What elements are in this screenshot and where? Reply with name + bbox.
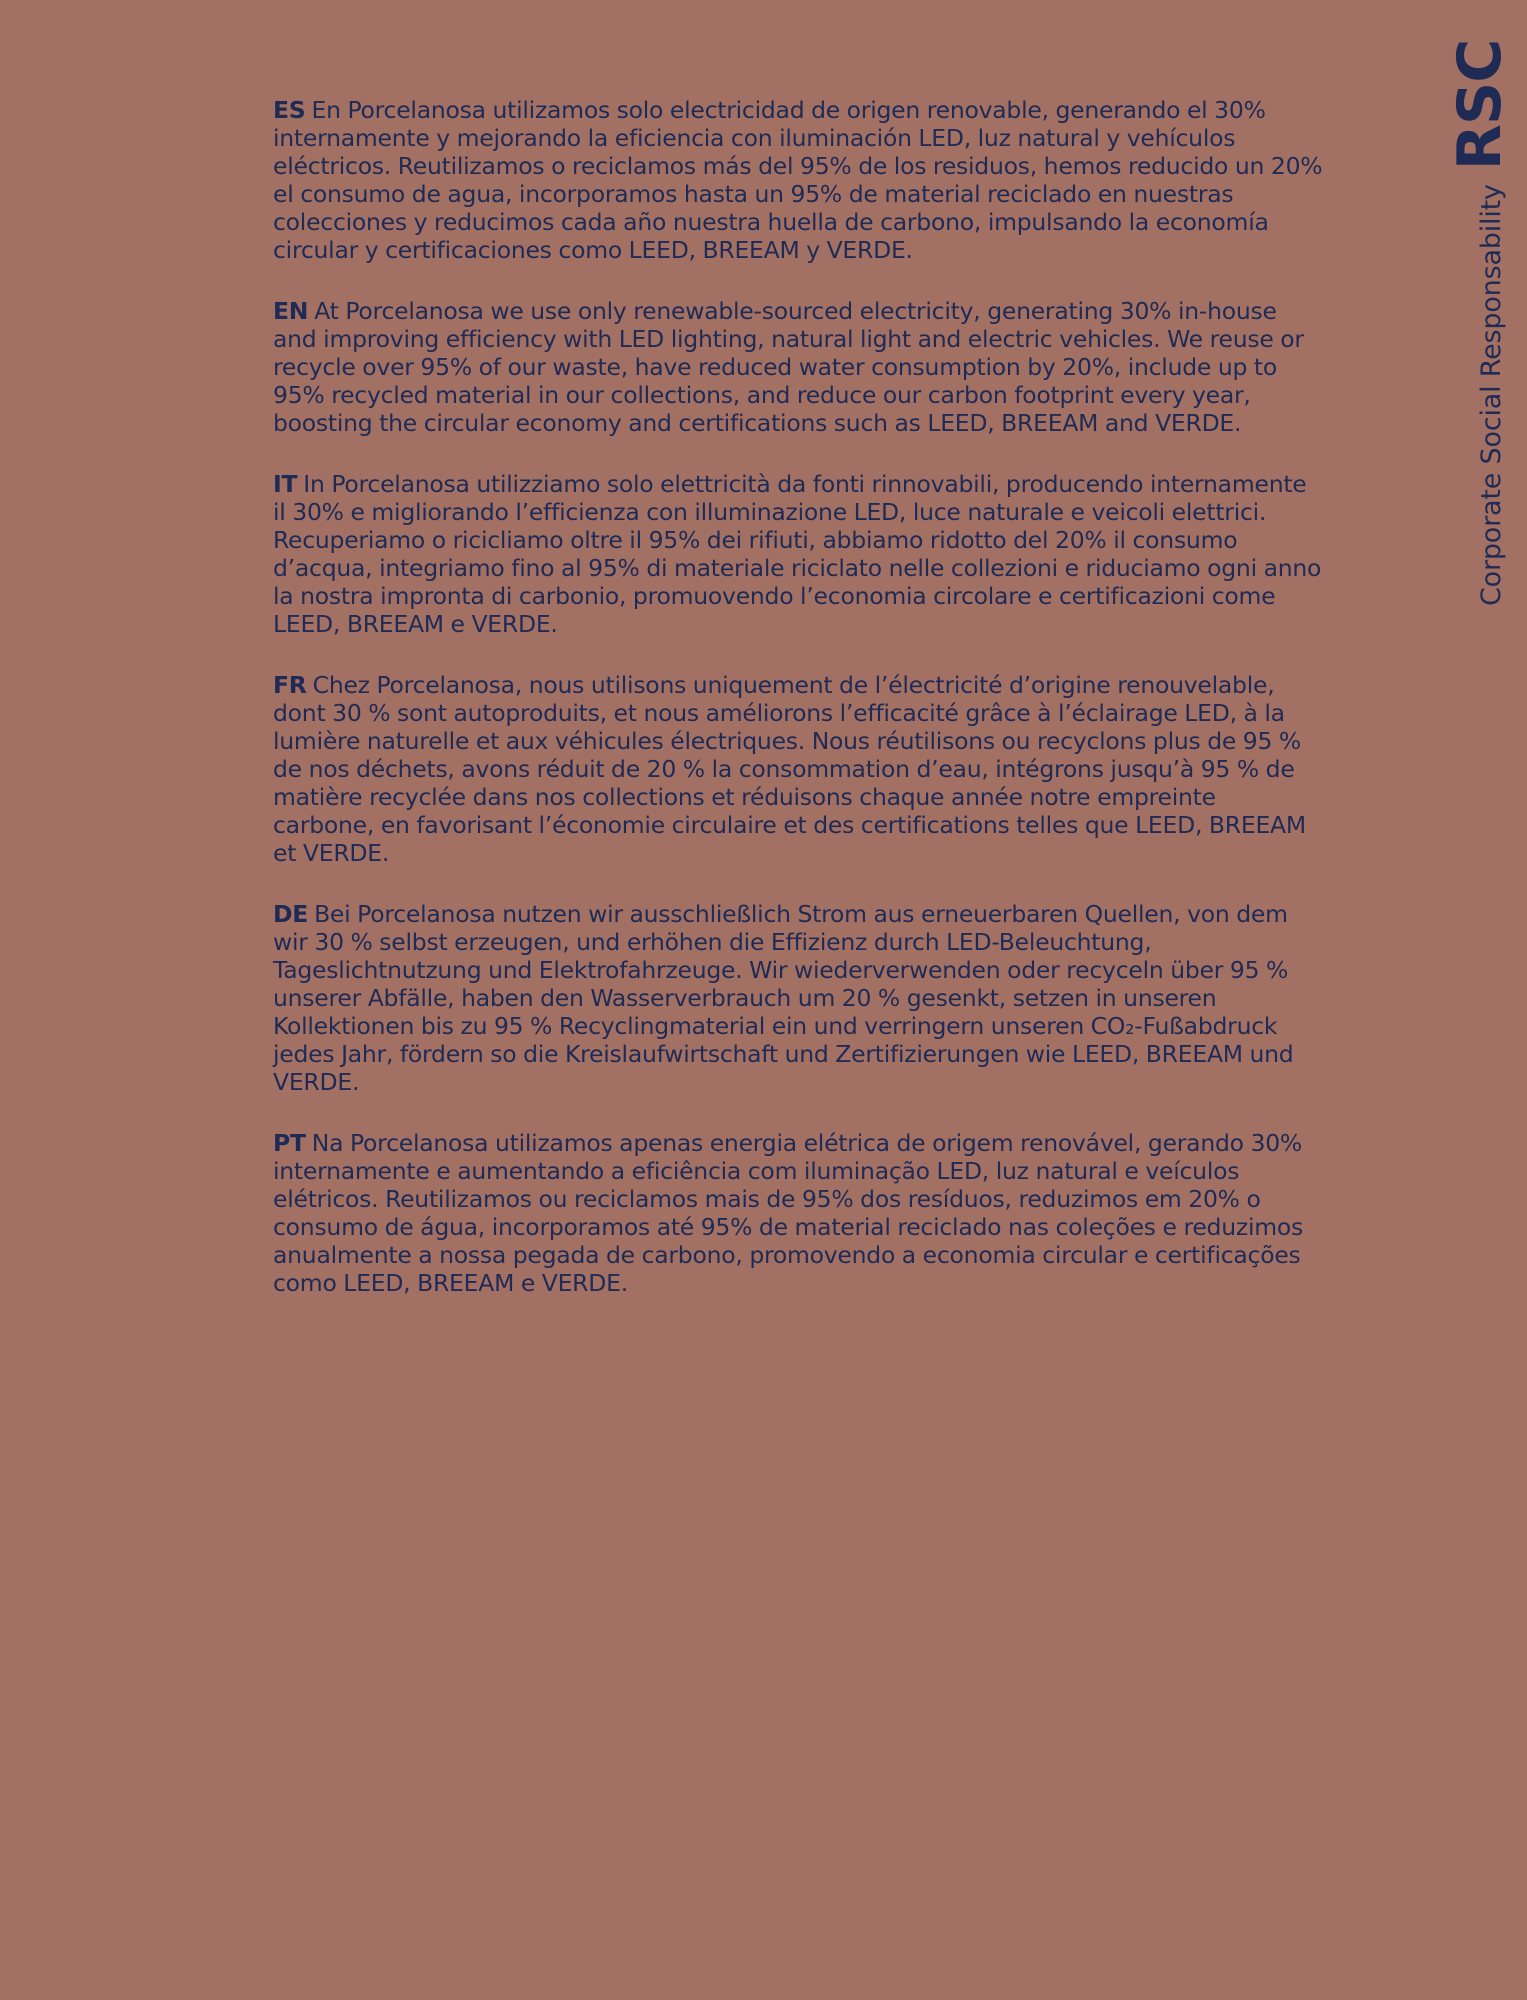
language-label-es: ES xyxy=(273,96,306,124)
paragraph-fr xyxy=(273,671,1323,867)
paragraph-text-es: En Porcelanosa utilizamos solo electricidad de origen renovable, generando el 30% internamente y mejorando la eficiencia con iluminación LED, luz natural y vehículos eléctricos. Reutilizamos o reciclamos más del 95% de los residuos, hemos reducido un 20% el consumo de agua, incorporamos hasta un 95% de material reciclado en nuestras colecciones y reducimos cada año nuestra huella de carbono, impulsando la economía circular y certificaciones como LEED, BREEAM y VERDE. xyxy=(273,96,1323,264)
language-label-de: DE xyxy=(273,900,309,928)
paragraph-en xyxy=(273,297,1323,437)
paragraph-pt xyxy=(273,1129,1323,1297)
language-label-fr: FR xyxy=(273,671,307,699)
paragraph-es xyxy=(273,96,1323,264)
paragraph-de xyxy=(273,900,1323,1096)
language-label-pt: PT xyxy=(273,1129,306,1157)
paragraph-text-fr: Chez Porcelanosa, nous utilisons uniquement de l’électricité d’origine renouvelable, dont 30 % sont autoproduits, et nous améliorons l’efficacité grâce à l’éclairage LED, à la lumière naturelle et aux véhicules électriques. Nous réutilisons ou recyclons plus de 95 % de nos déchets, avons réduit de 20 % la consommation d’eau, intégrons jusqu’à 95 % de matière recyclée dans nos collections et réduisons chaque année notre empreinte carbone, en favorisant l’économie circulaire et des certifications telles que LEED, BREEAM et VERDE. xyxy=(273,671,1306,867)
side-heading xyxy=(1445,40,1515,606)
language-label-it: IT xyxy=(273,470,298,498)
side-subtitle: Corporate Social Responsability xyxy=(1476,184,1507,606)
main-text-column xyxy=(273,96,1323,1330)
language-label-en: EN xyxy=(273,297,309,325)
paragraph-text-en: At Porcelanosa we use only renewable-sourced electricity, generating 30% in-house and improving efficiency with LED lighting, natural light and electric vehicles. We reuse or recycle over 95% of our waste, have reduced water consumption by 20%, include up to 95% recycled material in our collections, and reduce our carbon footprint every year, boosting the circular economy and certifications such as LEED, BREEAM and VERDE. xyxy=(273,297,1304,437)
paragraph-it xyxy=(273,470,1323,638)
side-title: RSC xyxy=(1445,39,1515,171)
paragraph-text-de: Bei Porcelanosa nutzen wir ausschließlich Strom aus erneuerbaren Quellen, von dem wir 30 % selbst erzeugen, und erhöhen die Effizienz durch LED-Beleuchtung, Tageslichtnutzung und Elektrofahrzeuge. Wir wiederverwenden oder recyceln über 95 % unserer Abfälle, haben den Wasserverbrauch um 20 % gesenkt, setzen in unseren Kollektionen bis zu 95 % Recyclingmaterial ein und verringern unseren CO₂-Fußabdruck jedes Jahr, fördern so die Kreislaufwirtschaft und Zertifizierungen wie LEED, BREEAM und VERDE. xyxy=(273,900,1294,1096)
paragraph-text-it: In Porcelanosa utilizziamo solo elettricità da fonti rinnovabili, producendo internamente il 30% e migliorando l’efficienza con illuminazione LED, luce naturale e veicoli elettrici. Recuperiamo o ricicliamo oltre il 95% dei rifiuti, abbiamo ridotto del 20% il consumo d’acqua, integriamo fino al 95% di materiale riciclato nelle collezioni e riduciamo ogni anno la nostra impronta di carbonio, promuovendo l’economia circolare e certificazioni come LEED, BREEAM e VERDE. xyxy=(273,470,1322,638)
paragraph-text-pt: Na Porcelanosa utilizamos apenas energia elétrica de origem renovável, gerando 30% internamente e aumentando a eficiência com iluminação LED, luz natural e veículos elétricos. Reutilizamos ou reciclamos mais de 95% dos resíduos, reduzimos em 20% o consumo de água, incorporamos até 95% de material reciclado nas coleções e reduzimos anualmente a nossa pegada de carbono, promovendo a economia circular e certificações como LEED, BREEAM e VERDE. xyxy=(273,1129,1303,1297)
